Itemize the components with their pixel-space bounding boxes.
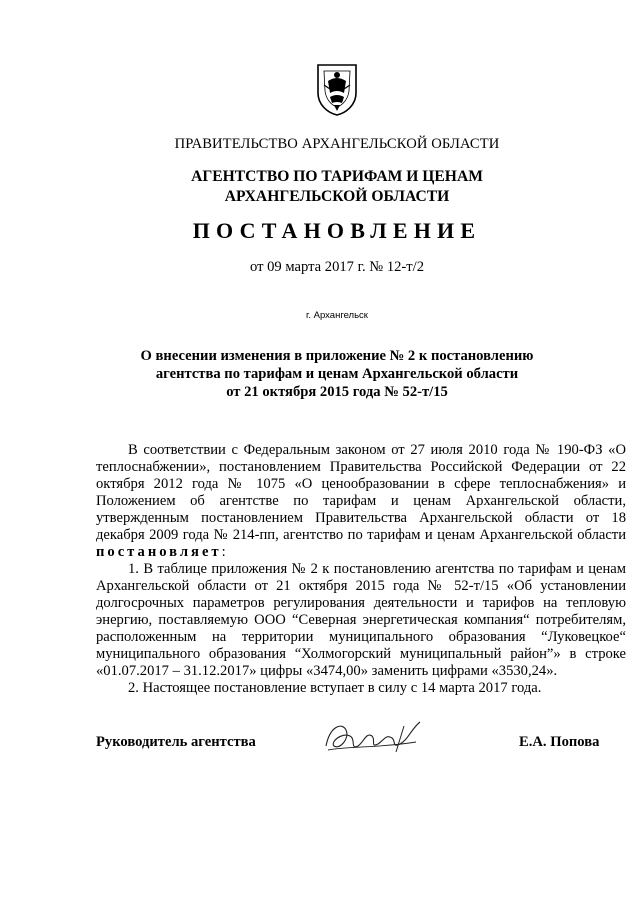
item-1-paragraph: 1. В таблице приложения № 2 к постановлению агентства по тарифам и ценам Архангельской области от 21 октября 2015 года № 52-т/15 «Об установлении долгосрочных параметров регулирования деятельности и тарифов на тепловую энергию, поставляемую ООО “Северная энергетическая компания“ потребителям, расположенным на территории муниципального образования “Луковецкое“ муниципального образования “Холмогорский муниципальный район”» в строке «01.07.2017 – 31.12.2017» цифры «3474,00» заменить цифрами «3530,24». [96, 561, 626, 679]
coat-of-arms-icon [316, 63, 358, 117]
subject-line-3: от 21 октября 2015 года № 52-т/15 [226, 384, 448, 400]
document-subject [0, 347, 640, 401]
document-city: г. Архангельск [306, 310, 368, 321]
signatory-name: Е.А. Попова [519, 734, 600, 750]
item-2-paragraph: 2. Настоящее постановление вступает в силу с 14 марта 2017 года. [128, 680, 542, 696]
handwritten-signature [320, 716, 430, 758]
agency-name [0, 167, 640, 207]
preamble-text: В соответствии с Федеральным законом от 27 июля 2010 года № 190-ФЗ «О теплоснабжении», постановлением Правительства Российской Федерации от 22 октября 2012 года № 1075 «О ценообразовании в сфере теплоснабжения» и Положением об агентстве по тарифам и ценам Архангельской области, утвержденным постановлением Правительства Архангельской области от 18 декабря 2009 года № 214-пп, агентство по тарифам и ценам Архангельской области [96, 442, 626, 543]
subject-line-1: О внесении изменения в приложение № 2 к постановлению [140, 348, 534, 364]
government-name: ПРАВИТЕЛЬСТВО АРХАНГЕЛЬСКОЙ ОБЛАСТИ [174, 136, 500, 152]
document-type: ПОСТАНОВЛЕНИЕ [192, 218, 482, 243]
decree-colon: : [221, 544, 226, 560]
subject-line-2: агентства по тарифам и ценам Архангельской области [155, 366, 519, 382]
document-body [96, 442, 626, 697]
agency-line-2: АРХАНГЕЛЬСКОЙ ОБЛАСТИ [224, 188, 450, 205]
signatory-title: Руководитель агентства [96, 734, 256, 750]
document-date-number: от 09 марта 2017 г. № 12-т/2 [250, 259, 424, 275]
decree-word: постановляет [96, 544, 222, 560]
preamble-paragraph [96, 442, 626, 561]
agency-line-1: АГЕНТСТВО ПО ТАРИФАМ И ЦЕНАМ [191, 168, 483, 185]
